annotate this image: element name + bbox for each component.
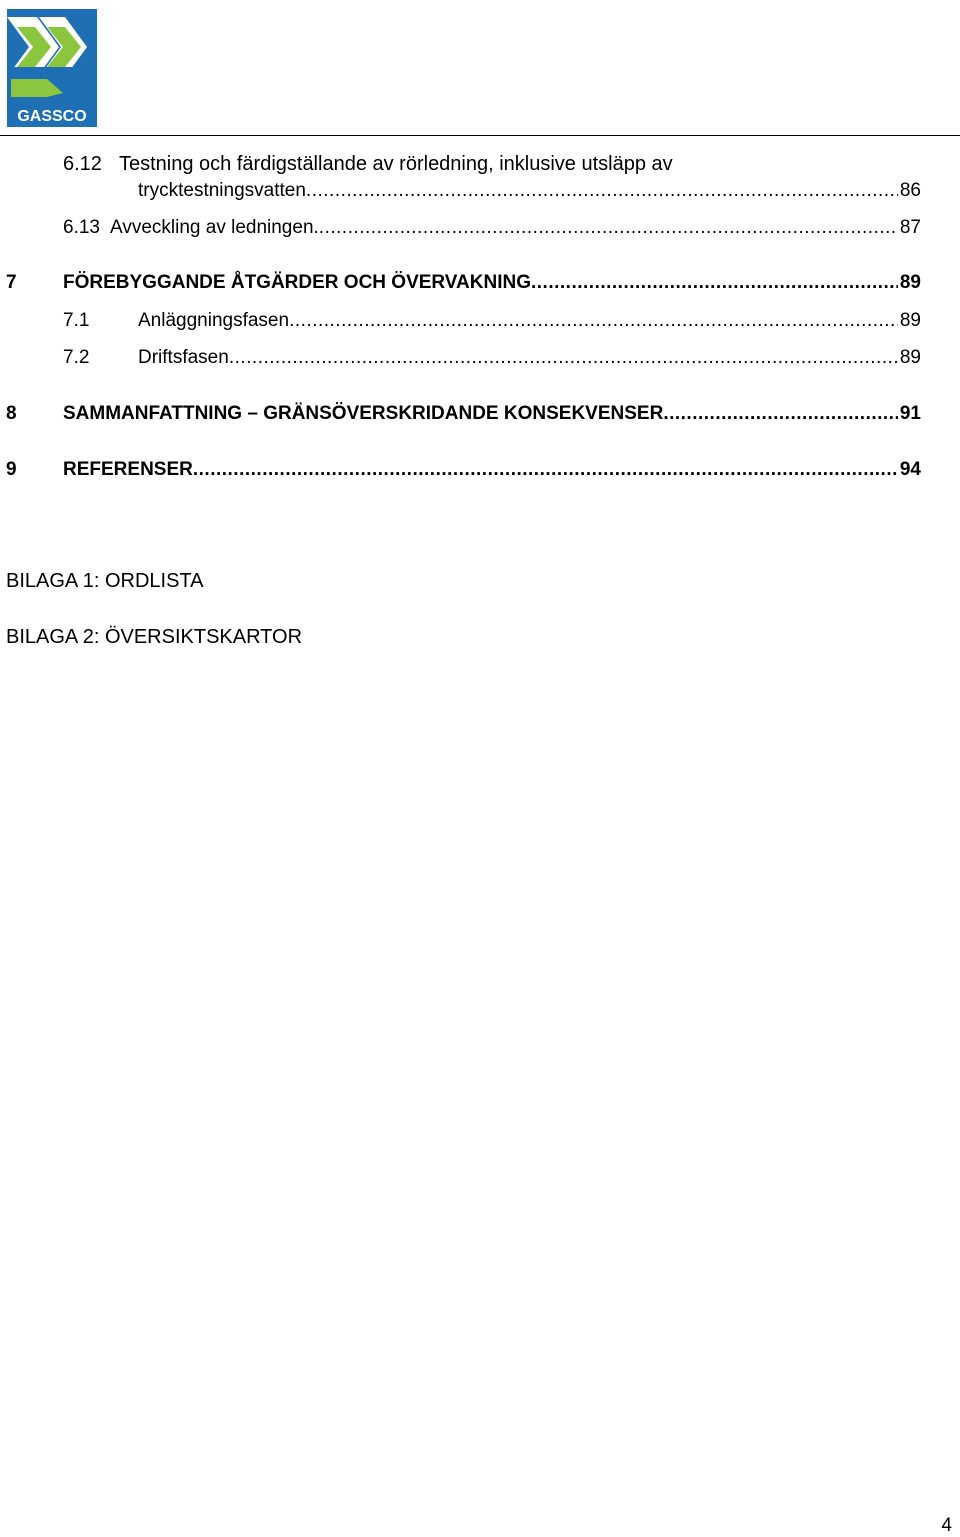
toc-leader-dots	[531, 273, 898, 292]
toc-leader-dots	[193, 460, 898, 479]
toc-entry-7[interactable]	[6, 273, 921, 292]
toc-page-number: 89	[899, 310, 921, 331]
toc-leader-dots	[306, 181, 898, 200]
page-number: 4	[941, 1515, 952, 1536]
gassco-logo	[7, 9, 97, 127]
toc-entry-6-12-line2[interactable]	[138, 181, 921, 200]
toc-entry-9[interactable]	[6, 460, 921, 479]
toc-entry-8[interactable]	[6, 404, 921, 423]
toc-entry-7-2[interactable]	[63, 348, 921, 367]
gassco-logo-graphic	[7, 9, 97, 127]
toc-number: 7.2	[63, 347, 90, 368]
appendix-1: BILAGA 1: ORDLISTA	[6, 570, 204, 592]
toc-number: 7	[6, 272, 17, 293]
toc-entry-6-13[interactable]	[63, 218, 921, 237]
toc-title-continuation: trycktestningsvatten	[138, 180, 306, 201]
toc-page-number: 87	[899, 217, 921, 238]
toc-page-number: 86	[899, 180, 921, 201]
toc-number: 6.12	[63, 153, 102, 175]
toc-page-number: 89	[899, 347, 921, 368]
toc-leader-dots	[319, 218, 898, 237]
toc-title: Anläggningsfasen	[138, 310, 290, 331]
toc-title: Driftsfasen	[138, 347, 229, 368]
toc-number: 9	[6, 459, 17, 480]
toc-title: Testning och färdigställande av rörledning, inklusive utsläpp av	[119, 153, 673, 175]
logo-text: GASSCO	[17, 108, 87, 125]
toc-number: 6.13	[63, 217, 100, 238]
toc-page-number: 91	[899, 403, 921, 424]
toc-title: SAMMANFATTNING – GRÄNSÖVERSKRIDANDE KONSEKVENSER	[63, 403, 664, 424]
header-divider	[0, 135, 960, 136]
toc-page-number: 94	[899, 459, 921, 480]
toc-page-number: 89	[899, 272, 921, 293]
toc-title: FÖREBYGGANDE ÅTGÄRDER OCH ÖVERVAKNING	[63, 272, 531, 293]
toc-title: Avveckling av ledningen.	[110, 217, 319, 238]
toc-leader-dots	[663, 404, 898, 423]
toc-entry-7-1[interactable]	[63, 311, 921, 330]
appendix-2: BILAGA 2: ÖVERSIKTSKARTOR	[6, 626, 303, 648]
toc-leader-dots	[229, 348, 898, 367]
toc-leader-dots	[289, 311, 898, 330]
toc-title: REFERENSER	[63, 459, 193, 480]
toc-number: 7.1	[63, 310, 90, 331]
toc-number: 8	[6, 403, 17, 424]
toc-entry-6-12-line1[interactable]	[63, 154, 673, 174]
